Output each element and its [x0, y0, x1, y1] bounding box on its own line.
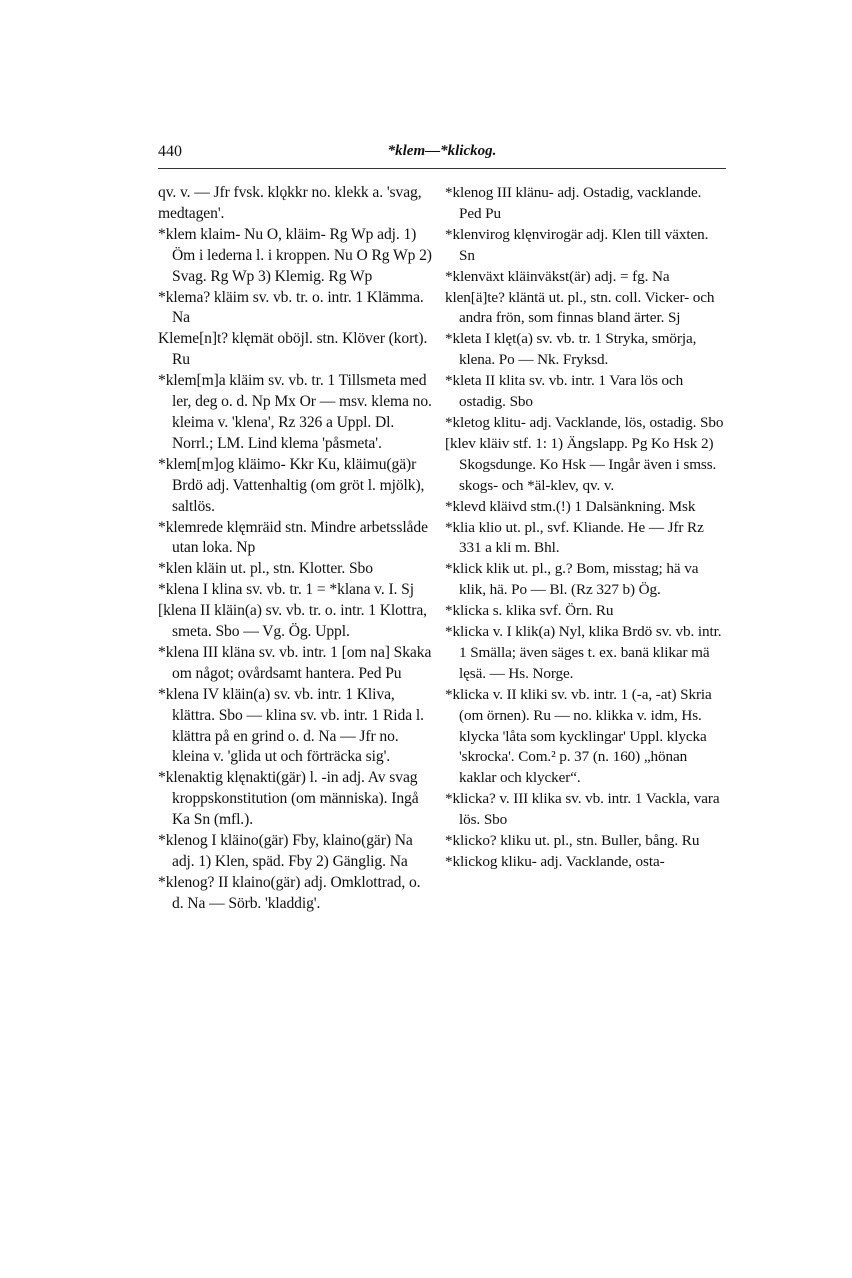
dictionary-entry: qv. v. — Jfr fvsk. klǫkkr no. klekk a. 'svag, medtagen'.	[158, 184, 422, 222]
dictionary-entry: *kleta II klita sv. vb. intr. 1 Vara lös och ostadig. Sbo	[445, 372, 684, 411]
dictionary-entry: *klem klaim- Nu O, kläim- Rg Wp adj. 1) Öm i lederna l. i kroppen. Nu O Rg Wp 2) Svag. Rg Wp 3) Klemig. Rg Wp	[158, 225, 432, 285]
dictionary-entry: *klick klik ut. pl., g.? Bom, misstag; hä va klik, hä. Po — Bl. (Rz 327 b) Ög.	[445, 560, 699, 599]
dictionary-entry: *klia klio ut. pl., svf. Kliande. He — Jfr Rz 331 a kli m. Bhl.	[445, 518, 704, 557]
dictionary-entry: *klema? kläim sv. vb. tr. o. intr. 1 Klämma. Na	[158, 288, 424, 327]
header-rule	[158, 168, 726, 169]
dictionary-entry: *klena III kläna sv. vb. intr. 1 [om na] Skaka om något; ovårdsamt hantera. Ped Pu	[158, 643, 432, 682]
dictionary-entry: [klena II kläin(a) sv. vb. tr. o. intr. 1 Klottra, smeta. Sbo — Vg. Ög. Uppl.	[158, 602, 427, 641]
dictionary-entry: *klem[m]a kläim sv. vb. tr. 1 Tillsmeta med ler, deg o. d. Np Mx Or — msv. klema no. kleima v. 'klena', Rz 326 a Uppl. Dl. Norrl.; LM. Lind klema 'påsmeta'.	[158, 372, 432, 452]
dictionary-entry: *kletog klitu- adj. Vacklande, lös, ostadig. Sbo	[445, 413, 724, 431]
dictionary-entry: *klenväxt kläinväkst(är) adj. = fg. Na	[445, 267, 670, 285]
dictionary-entry: *klenvirog klęnvirogär adj. Klen till växten. Sn	[445, 225, 709, 264]
dictionary-entry: *klenog? II klaino(gär) adj. Omklottrad, o. d. Na — Sörb. 'kladdig'.	[158, 873, 421, 912]
dictionary-entry: *klem[m]og kläimo- Kkr Ku, kläimu(gä)r Brdö adj. Vattenhaltig (om gröt l. mjölk), saltlös.	[158, 455, 425, 515]
dictionary-entry: *klemrede klęmräid stn. Mindre arbetsslåde utan loka. Np	[158, 518, 428, 557]
page-number: 440	[158, 143, 182, 160]
dictionary-entry: *klenog III klänu- adj. Ostadig, vacklande. Ped Pu	[445, 184, 702, 222]
dictionary-entry: *klickog kliku- adj. Vacklande, osta-	[445, 853, 665, 870]
dictionary-entry: *klen kläin ut. pl., stn. Klotter. Sbo	[158, 560, 373, 578]
running-head: *klem—*klickog.	[387, 143, 497, 159]
dictionary-entry: Kleme[n]t? klęmät oböjl. stn. Klöver (kort). Ru	[158, 330, 428, 369]
dictionary-entry: *kleta I klęt(a) sv. vb. tr. 1 Stryka, smörja, klena. Po — Nk. Fryksd.	[445, 330, 697, 369]
dictionary-entry: *klicka v. I klik(a) Nyl, klika Brdö sv. vb. intr. 1 Smälla; även säges t. ex. banä klikar mä lęsä. — Hs. Norge.	[445, 623, 722, 682]
dictionary-entry: *klena IV kläin(a) sv. vb. intr. 1 Kliva, klättra. Sbo — klina sv. vb. intr. 1 Rida l. klättra på en grind o. d. Na — Jfr no. kleina v. 'glida ut och förträcka sig'.	[158, 685, 424, 766]
dictionary-entry: *klicko? kliku ut. pl., stn. Buller, bång. Ru	[445, 832, 700, 850]
dictionary-entry: [klev kläiv stf. 1: 1) Ängslapp. Pg Ko Hsk 2) Skogsdunge. Ko Hsk — Ingår även i smss. skogs- och *äl-klev, qv. v.	[445, 434, 717, 494]
dictionary-entry: *klicka v. II kliki sv. vb. intr. 1 (-a, -at) Skria (om örnen). Ru — no. klikka v. idm, Hs. klycka 'låta som kycklingar' Uppl. klycka 'skrocka'. Com.² p. 37 (n. 160) „hönan kaklar och klycker“.	[445, 685, 712, 787]
dictionary-entry: *klenog I kläino(gär) Fby, klaino(gär) Na adj. 1) Klen, späd. Fby 2) Gänglig. Na	[158, 832, 413, 870]
dictionary-entry: *klena I klina sv. vb. tr. 1 = *klana v. I. Sj	[158, 581, 414, 599]
dictionary-entry: *klicka s. klika svf. Örn. Ru	[445, 602, 614, 620]
dictionary-entry: *klicka? v. III klika sv. vb. intr. 1 Vackla, vara lös. Sbo	[445, 790, 720, 829]
right-column	[445, 183, 727, 873]
dictionary-entry: *klenaktig klęnakti(gär) l. -in adj. Av svag kroppskonstitution (om människa). Ingå Ka Sn (mfl.).	[158, 769, 419, 829]
page-header	[158, 143, 726, 167]
left-column	[158, 183, 433, 915]
dictionary-entry: *klevd kläivd stm.(!) 1 Dalsänkning. Msk	[445, 497, 696, 515]
dictionary-entry: klen[ä]te? kläntä ut. pl., stn. coll. Vicker- och andra frön, som finnas bland ärter. Sj	[445, 288, 715, 327]
